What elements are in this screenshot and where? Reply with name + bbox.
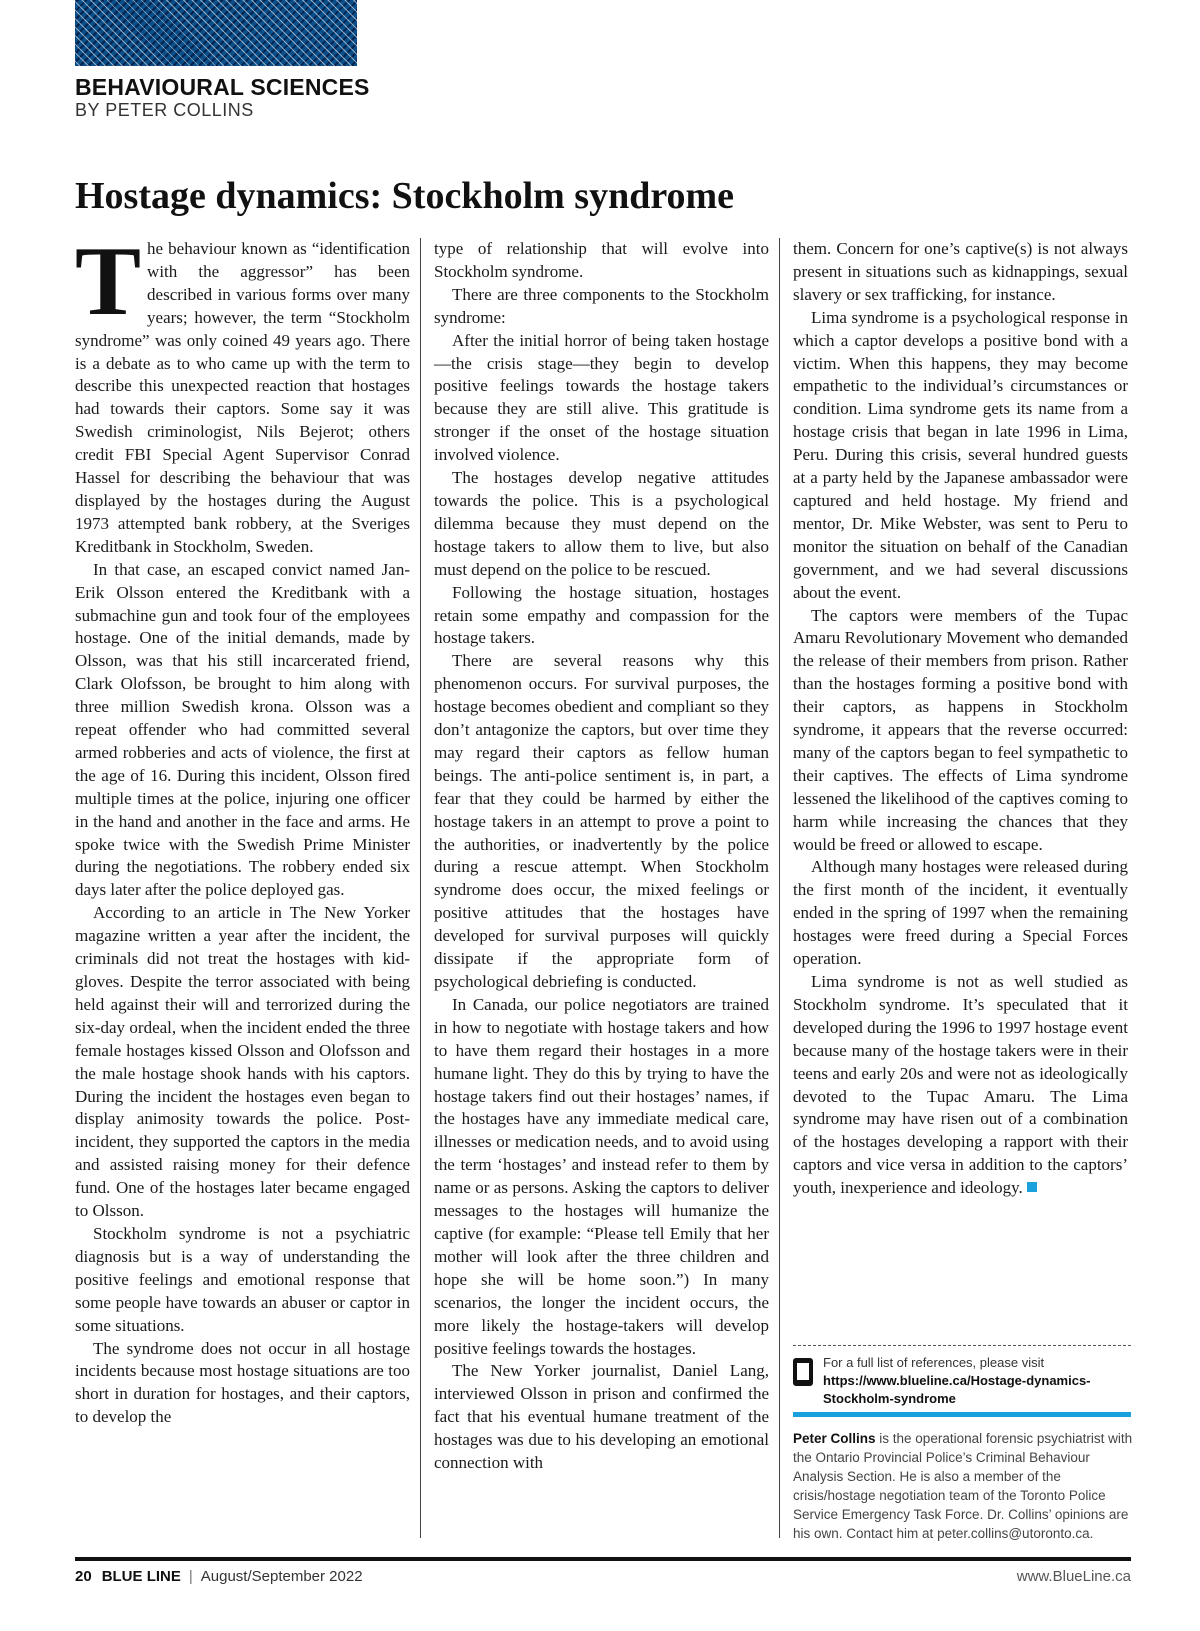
magazine-name: BLUE LINE bbox=[101, 1568, 181, 1585]
references-link[interactable]: https://www.blueline.ca/Hostage-dynamics-Stockholm-syndrome bbox=[823, 1373, 1091, 1406]
column-divider bbox=[420, 238, 421, 1538]
paragraph: The hostages develop negative attitudes towards the police. This is a psychological dilemma because they must depend on the hostage takers to allow them to live, but also must depend on the police to be rescued. bbox=[434, 468, 769, 579]
tablet-icon bbox=[793, 1358, 813, 1386]
author-name: Peter Collins bbox=[793, 1431, 876, 1446]
paragraph: The behaviour known as “identification with the aggressor” has been described in various forms over many years; however, the term “Stockholm syndrome” was only coined 49 years ago. There is a debate as to who came up with the term to describe this unexpected reaction that hostages had towards their captors. Some say it was Swedish criminologist, Nils Bejerot; others credit FBI Special Agent Supervisor Conrad Hassel for describing the behaviour that was displayed by the hostages during the August 1973 attempted bank robbery, at the Sveriges Kreditbank in Stockholm, Sweden. bbox=[75, 227, 410, 556]
references-box bbox=[793, 1345, 1131, 1408]
end-mark-icon bbox=[1027, 1182, 1037, 1192]
paragraph: There are several reasons why this phenomenon occurs. For survival purposes, the hostage becomes obedient and compliant so they don’t antagonize the captors, but over time they may regard their captors as fellow human beings. The anti-police sentiment is, in part, a fear that they could be harmed by either the hostage takers in an attempt to prove a point to the authorities, or inadvertently by the police during a rescue attempt. When Stockholm syndrome does occur, the mixed feelings or positive attitudes that the hostages have developed for survival purposes will quickly dissipate if the appropriate form of psychological debriefing is conducted. bbox=[434, 651, 769, 991]
website-link[interactable]: www.BlueLine.ca bbox=[1016, 1568, 1131, 1585]
footer-separator: | bbox=[188, 1568, 193, 1585]
paragraph: them. Concern for one’s captive(s) is not always present in situations such as kidnappings, sexual slavery or sex trafficking, for instance. bbox=[793, 239, 1128, 304]
drop-cap: T bbox=[75, 227, 142, 336]
footer-left bbox=[75, 1568, 363, 1585]
article-column-1 bbox=[75, 227, 410, 1429]
author-bio-text: is the operational forensic psychiatrist with the Ontario Provincial Police’s Criminal Behaviour Analysis Section. He is also a member of the crisis/hostage negotiation team of the Toronto Police Service Emergency Task Force. Dr. Collins’ opinions are his own. Contact him at peter.collins@utoronto.ca. bbox=[793, 1431, 1133, 1541]
paragraph: Lima syndrome is a psychological response in which a captor develops a positive bond with a victim. When this happens, they may become empathetic to the individual’s circumstances or condition. Lima syndrome gets its name from a hostage crisis that began in late 1996 in Lima, Peru. During this crisis, several hundred guests at a party held by the Japanese ambassador were captured and held hostage. My friend and mentor, Dr. Mike Webster, was sent to Peru to monitor the situation on behalf of the Canadian government, and we had several discussions about the event. bbox=[793, 307, 1128, 602]
paragraph: Following the hostage situation, hostages retain some empathy and compassion for the hostage takers. bbox=[434, 582, 769, 648]
column-divider bbox=[779, 238, 780, 1538]
article-column-3 bbox=[793, 238, 1128, 1200]
paragraph: Stockholm syndrome is not a psychiatric diagnosis but is a way of understanding the positive feelings and emotional response that some people have towards an abuser or captor in some situations. bbox=[75, 1223, 410, 1335]
paragraph: The New Yorker journalist, Daniel Lang, interviewed Olsson in prison and confirmed the fact that his eventual humane treatment of the hostages was due to his developing an emotional connection with bbox=[434, 1361, 769, 1473]
paragraph: Lima syndrome is not as well studied as Stockholm syndrome. It’s speculated that it developed during the 1996 to 1997 hostage event because many of the hostage takers were in their teens and early 20s and were not as ideologically devoted to the Tupac Amaru. The Lima syndrome may have risen out of a combination of the hostages developing a rapport with their captors and vice versa in addition to the captors’ youth, inexperience and ideology. bbox=[793, 972, 1128, 1198]
article-column-2 bbox=[434, 238, 769, 1475]
paragraph: The captors were members of the Tupac Amaru Revolutionary Movement who demanded the release of their members from prison. Rather than the hostages forming a positive bond with their captors, as happens in Stockholm syndrome, it appears that the reverse occurred: many of the captors began to feel sympathetic to their captives. The effects of Lima syndrome lessened the likelihood of the captives coming to harm while increasing the chances that they would be freed or allowed to escape. bbox=[793, 605, 1128, 854]
section-label: BEHAVIOURAL SCIENCES bbox=[75, 74, 370, 100]
paragraph: There are three components to the Stockholm syndrome: bbox=[434, 284, 769, 327]
accent-rule bbox=[793, 1412, 1131, 1417]
paragraph: The syndrome does not occur in all hostage incidents because most hostage situations are too short in duration for hostages, and their captors, to develop the bbox=[75, 1338, 410, 1427]
page-number: 20 bbox=[75, 1568, 92, 1585]
paragraph: Although many hostages were released during the first month of the incident, it eventually ended in the spring of 1997 when the remaining hostages were freed during a Special Forces operation. bbox=[793, 857, 1128, 969]
paragraph: After the initial horror of being taken hostage—the crisis stage—they begin to develop positive feelings towards the hostage takers because they are still alive. This gratitude is stronger if the onset of the hostage situation involved violence. bbox=[434, 330, 769, 465]
issue-date: August/September 2022 bbox=[200, 1568, 363, 1585]
references-text: For a full list of references, please visit bbox=[823, 1355, 1045, 1370]
header-pattern-graphic bbox=[75, 0, 357, 66]
paragraph: In that case, an escaped convict named Jan-Erik Olsson entered the Kreditbank with a submachine gun and took four of the employees hostage. One of the initial demands, made by Olsson, was that his still incarcerated friend, Clark Olofsson, be brought to him along with three million Swedish krona. Olsson was a repeat offender who had committed several armed robberies and acts of violence, the first at the age of 16. During this incident, Olsson fired multiple times at the police, injuring one officer in the hand and another in the face and arms. He spoke twice with the Swedish Prime Minister during the negotiations. The robbery ended six days later after the police deployed gas. bbox=[75, 559, 410, 900]
paragraph: According to an article in The New Yorker magazine written a year after the incident, the criminals did not treat the hostages with kid-gloves. Despite the terror associated with being held against their will and terrorized during the six-day ordeal, when the incident ended the three female hostages kissed Olsson and Olofsson and the male hostage shook hands with his captors. During the incident the hostages even began to display animosity towards the police. Post-incident, they supported the captors in the media and assisted raising money for their defence fund. One of the hostages later became engaged to Olsson. bbox=[75, 903, 410, 1221]
paragraph: In Canada, our police negotiators are trained in how to negotiate with hostage takers and how to have them regard their hostages in a more humane light. They do this by trying to have the hostage takers find out their hostages’ names, if the hostages have any immediate medical care, illnesses or medication needs, and to avoid using the term ‘hostages’ and instead refer to them by name or as persons. Asking the captors to deliver messages to the hostages will humanize the captive (for example: “Please tell Emily that her mother will look after the three children and hope she will be home soon.”) In many scenarios, the longer the incident occurs, the more likely the hostage-takers will develop positive feelings towards the hostages. bbox=[434, 994, 769, 1358]
author-bio bbox=[793, 1429, 1133, 1543]
byline: BY PETER COLLINS bbox=[75, 100, 254, 120]
paragraph: type of relationship that will evolve into Stockholm syndrome. bbox=[434, 239, 769, 281]
article-title: Hostage dynamics: Stockholm syndrome bbox=[75, 175, 735, 217]
footer-rule bbox=[75, 1557, 1131, 1561]
